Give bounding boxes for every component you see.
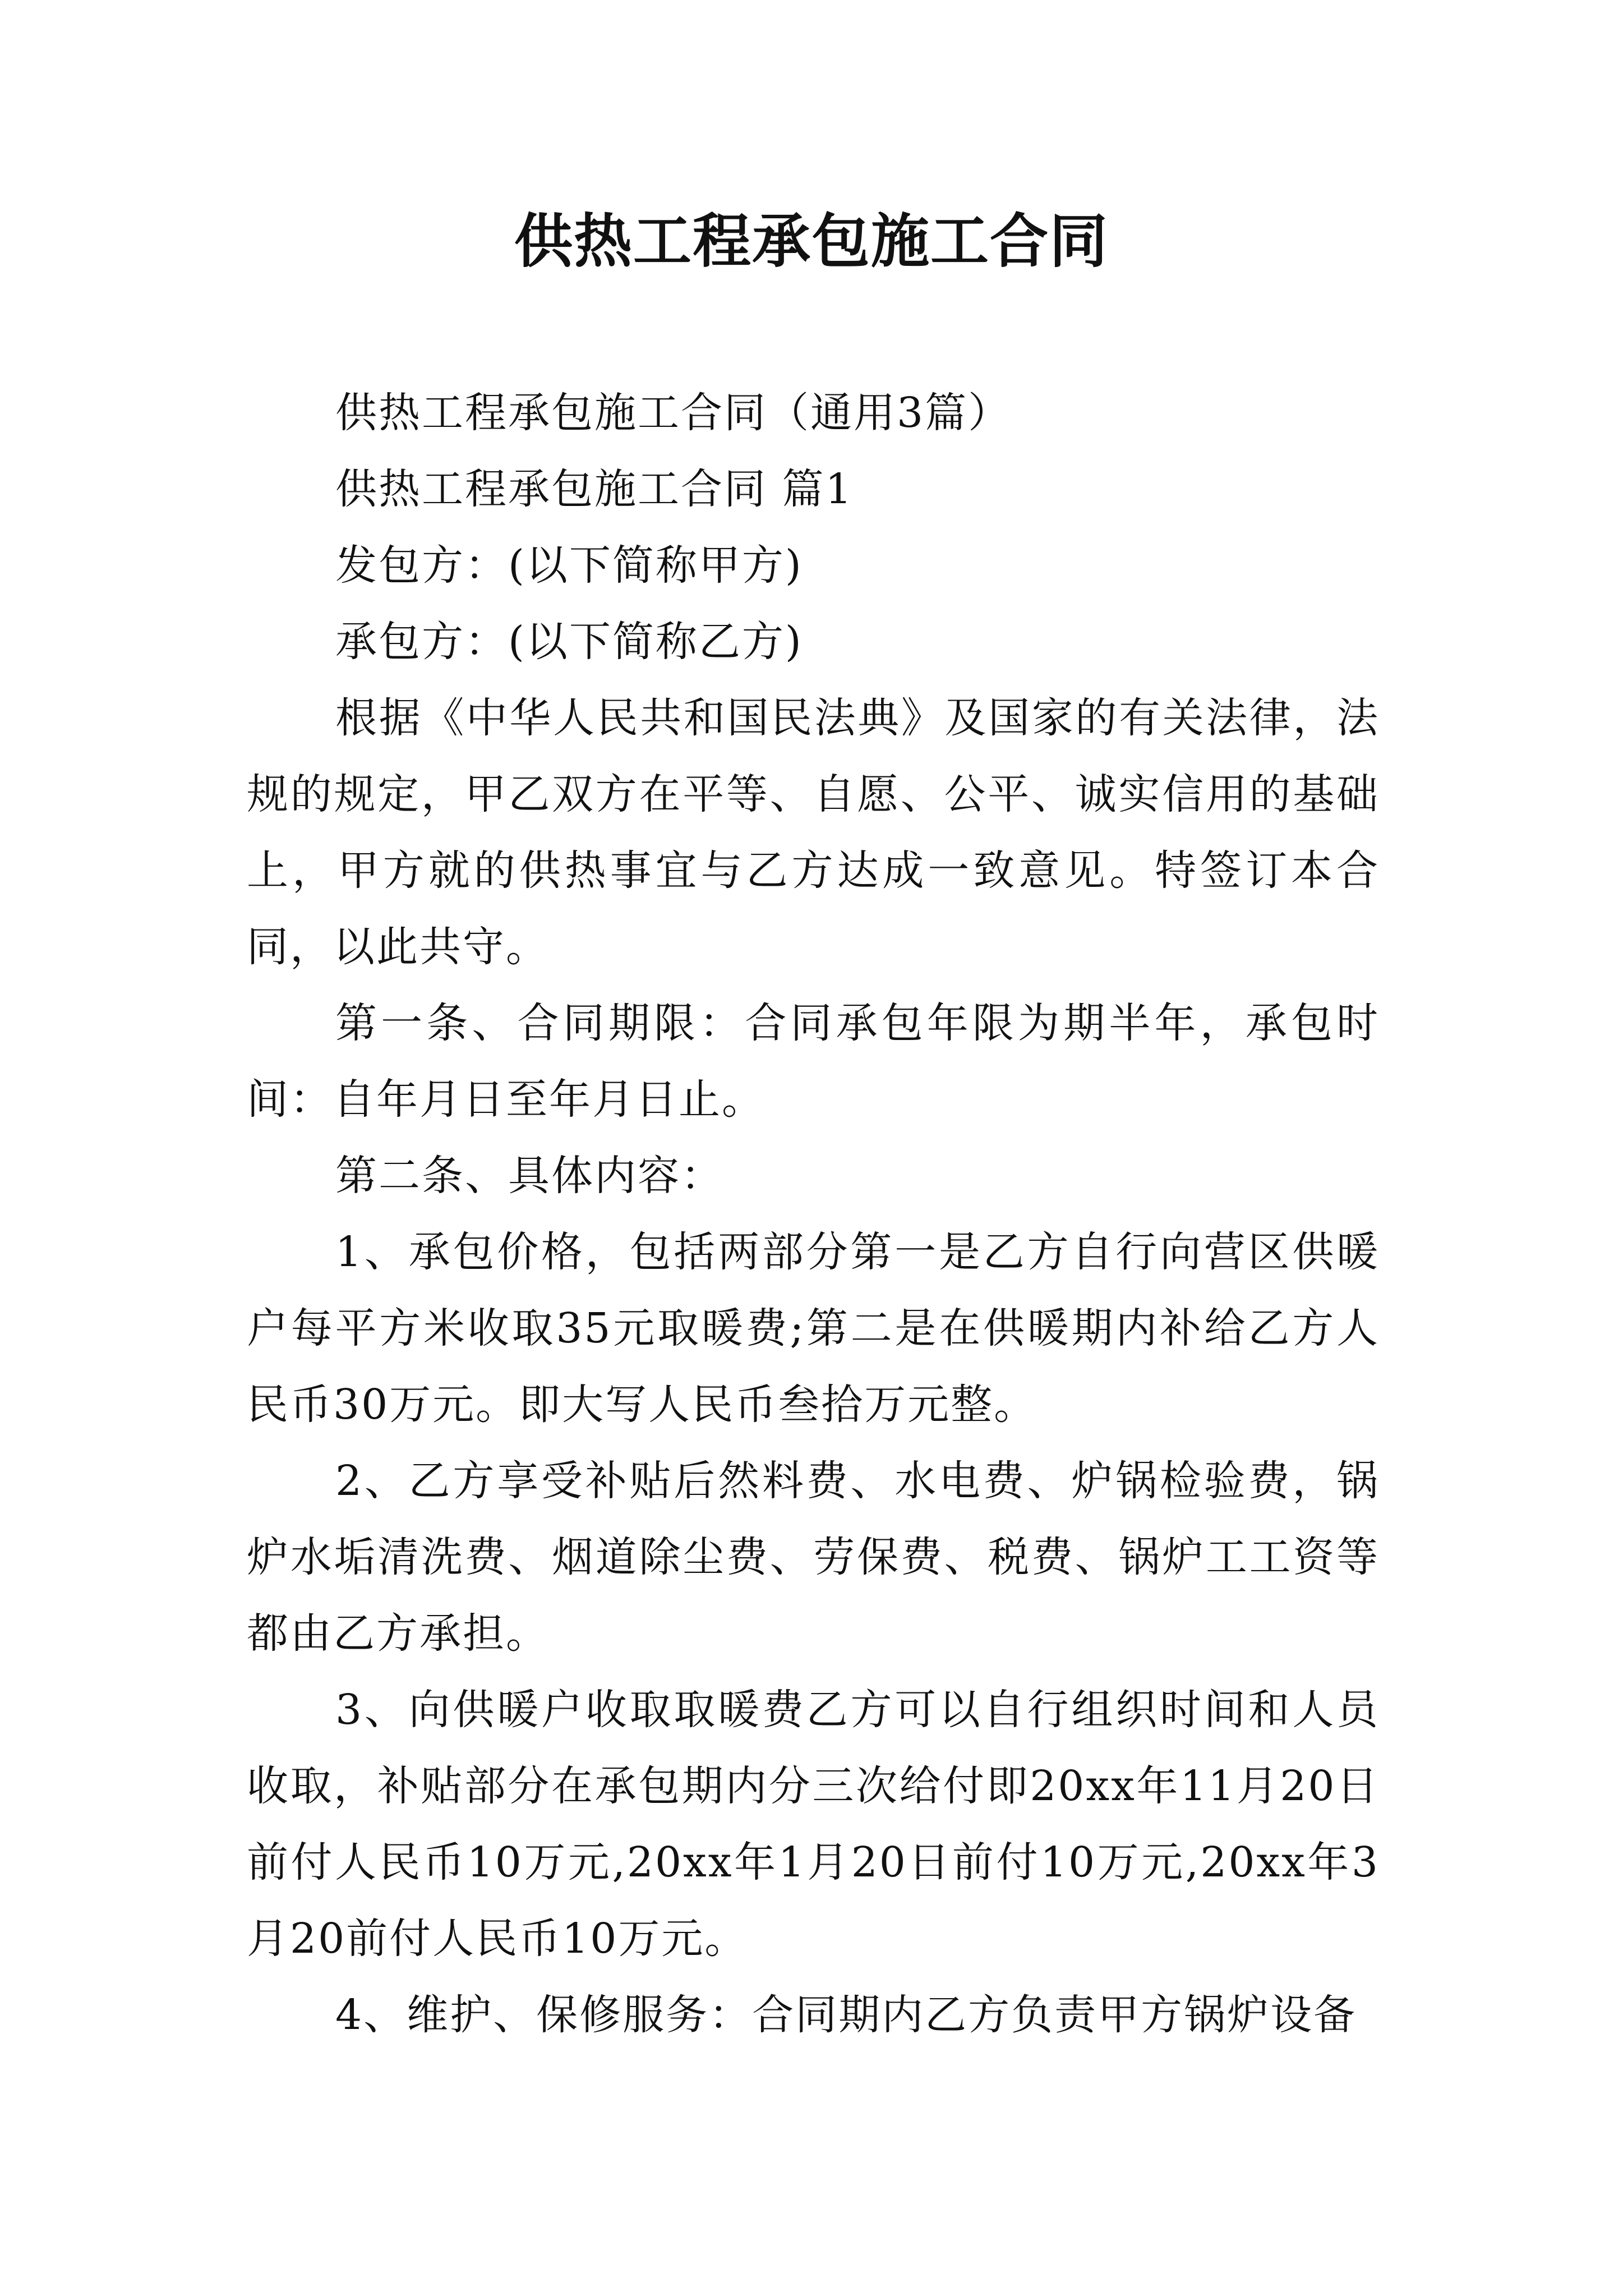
subtitle-paragraph: 供热工程承包施工合同（通用3篇） [335,389,1012,437]
clause-4-paragraph: 4、维护、保修服务：合同期内乙方负责甲方锅炉设备 [335,1991,1357,2039]
document-body [247,375,1380,2053]
party-b-line: 承包方：(以下简称乙方) [335,618,803,666]
preamble-paragraph: 根据《中华人民共和国民法典》及国家的有关法律，法规的规定，甲乙双方在平等、自愿、公平、诚实信用的基础上，甲方就的供热事宜与乙方达成一致意见。特签订本合同，以此共守。 [247,694,1380,971]
article-2-heading: 第二条、具体内容： [335,1152,724,1200]
article-1-paragraph: 第一条、合同期限：合同承包年限为期半年，承包时间：自年月日至年月日止。 [247,999,1380,1124]
clause-2-paragraph: 2、乙方享受补贴后然料费、水电费、炉锅检验费，锅炉水垢清洗费、烟道除尘费、劳保费、税费、锅炉工工资等都由乙方承担。 [247,1457,1380,1658]
clause-3-paragraph: 3、向供暖户收取取暖费乙方可以自行组织时间和人员收取，补贴部分在承包期内分三次给付即20xx年11月20日前付人民币10万元,20xx年1月20日前付10万元,20xx年3月20前付人民币10万元。 [247,1686,1380,1963]
clause-1-paragraph: 1、承包价格，包括两部分第一是乙方自行向营区供暖户每平方米收取35元取暖费;第二是在供暖期内补给乙方人民币30万元。即大写人民币叁拾万元整。 [247,1228,1380,1429]
party-a-line: 发包方：(以下简称甲方) [335,541,803,590]
document-title: 供热工程承包施工合同 [514,206,1109,275]
section-heading: 供热工程承包施工合同 篇1 [335,465,854,513]
